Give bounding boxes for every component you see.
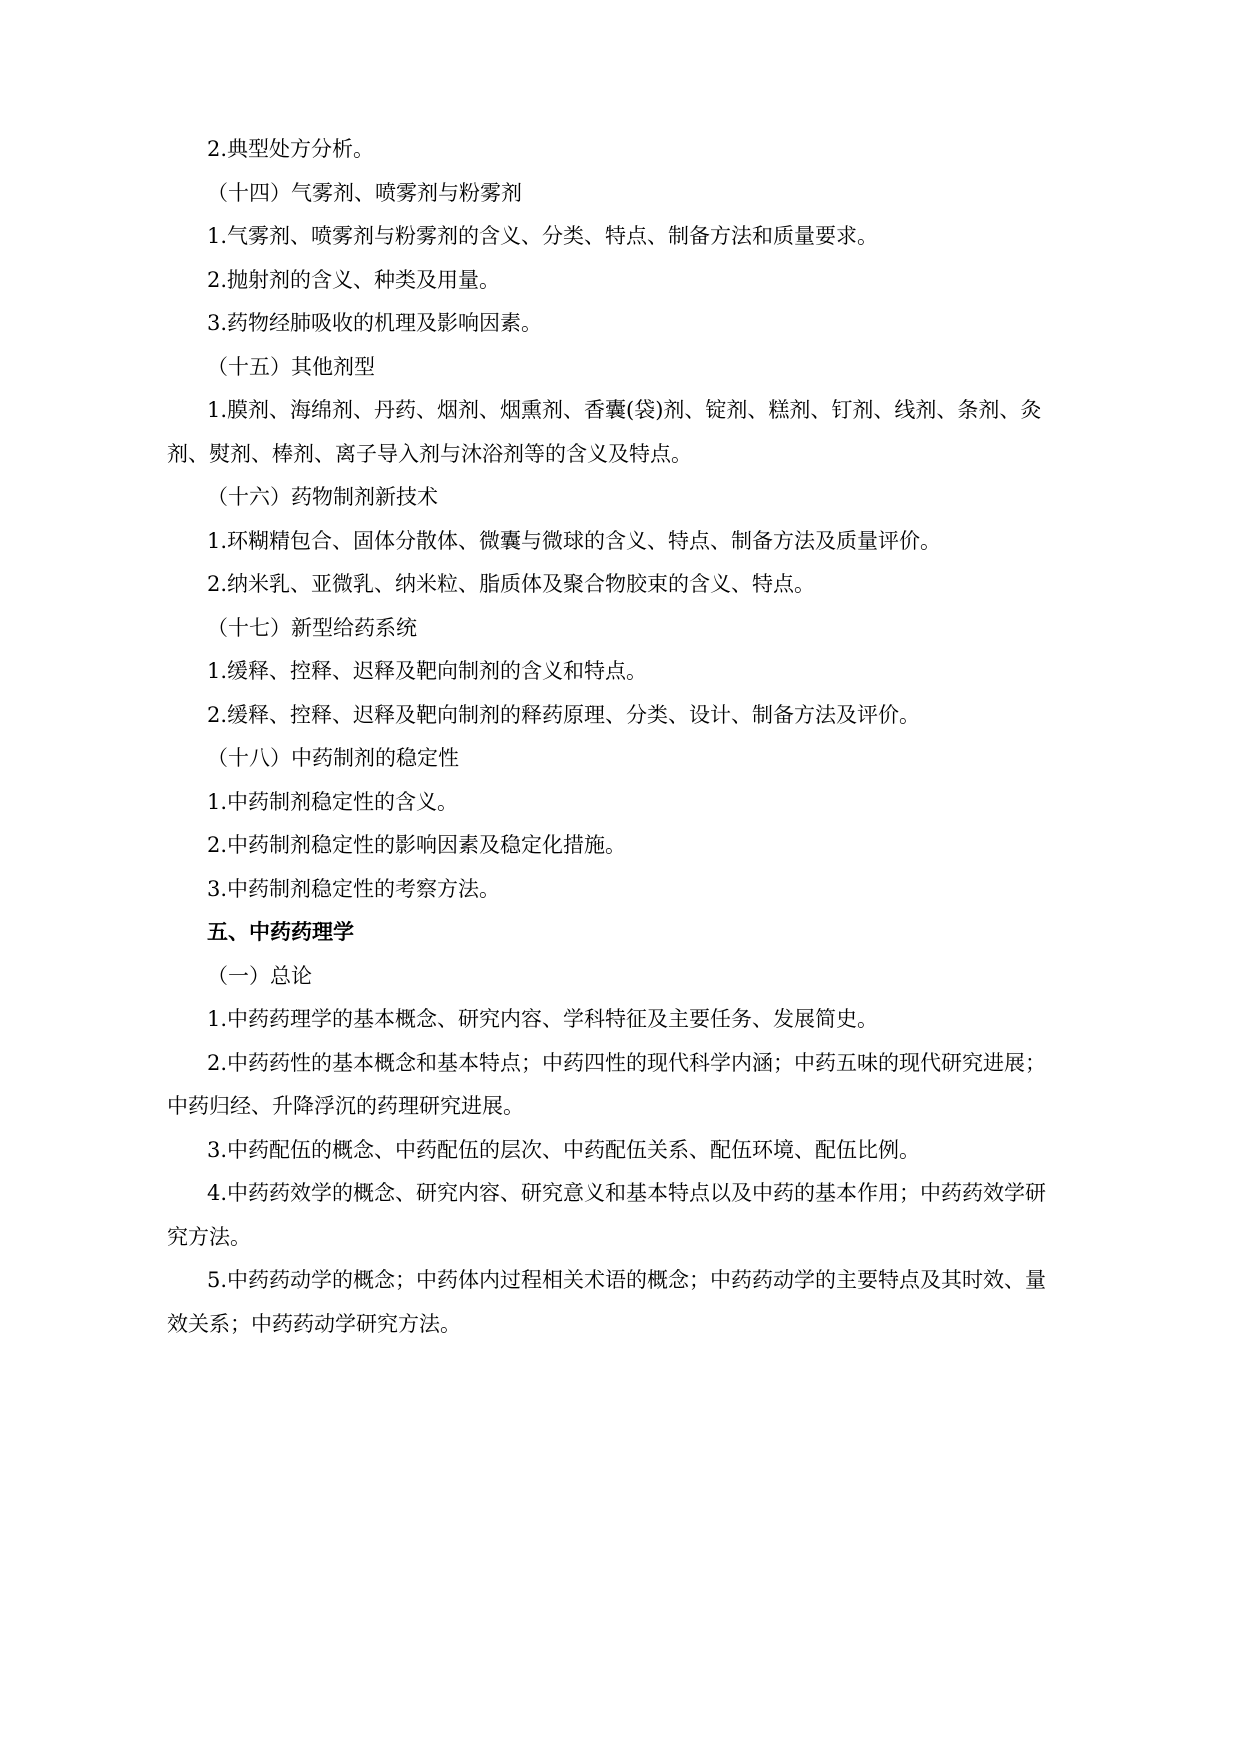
section-subheading: （一）总论	[207, 963, 312, 988]
list-item: 1.膜剂、海绵剂、丹药、烟剂、烟熏剂、香囊(袋)剂、锭剂、糕剂、钉剂、线剂、条剂、灸剂、熨剂、棒剂、离子导入剂与沐浴剂等的含义及特点。	[167, 398, 1042, 466]
list-item: 1.中药制剂稳定性的含义。	[207, 789, 459, 814]
list-item: 1.环糊精包合、固体分散体、微囊与微球的含义、特点、制备方法及质量评价。	[207, 528, 942, 553]
list-item: 5.中药药动学的概念；中药体内过程相关术语的概念；中药药动学的主要特点及其时效、量效关系；中药药动学研究方法。	[167, 1268, 1047, 1336]
list-item: 2.缓释、控释、迟释及靶向制剂的释药原理、分类、设计、制备方法及评价。	[207, 702, 921, 727]
list-item: 1.气雾剂、喷雾剂与粉雾剂的含义、分类、特点、制备方法和质量要求。	[207, 224, 879, 248]
list-item: 2.纳米乳、亚微乳、纳米粒、脂质体及聚合物胶束的含义、特点。	[207, 572, 816, 596]
document-body	[167, 128, 1067, 1346]
list-item: 3.中药制剂稳定性的考察方法。	[207, 876, 501, 901]
list-item: 3.中药配伍的概念、中药配伍的层次、中药配伍关系、配伍环境、配伍比例。	[207, 1137, 921, 1162]
list-item: 1.中药药理学的基本概念、研究内容、学科特征及主要任务、发展简史。	[207, 1007, 879, 1031]
list-item: 2.典型处方分析。	[207, 137, 375, 161]
section-heading: 五、中药药理学	[207, 920, 354, 944]
list-item: 3.药物经肺吸收的机理及影响因素。	[207, 311, 543, 335]
list-item: 2.中药制剂稳定性的影响因素及稳定化措施。	[207, 833, 627, 857]
list-item: 4.中药药效学的概念、研究内容、研究意义和基本特点以及中药的基本作用；中药药效学研究方法。	[167, 1181, 1047, 1249]
section-subheading: （十七）新型给药系统	[207, 615, 417, 640]
list-item: 1.缓释、控释、迟释及靶向制剂的含义和特点。	[207, 659, 648, 683]
section-subheading: （十五）其他剂型	[207, 354, 375, 379]
list-item: 2.中药药性的基本概念和基本特点；中药四性的现代科学内涵；中药五味的现代研究进展；中药归经、升降浮沉的药理研究进展。	[167, 1050, 1047, 1118]
section-subheading: （十八）中药制剂的稳定性	[207, 746, 459, 770]
section-subheading: （十六）药物制剂新技术	[207, 485, 438, 509]
section-subheading: （十四）气雾剂、喷雾剂与粉雾剂	[207, 180, 522, 205]
list-item: 2.抛射剂的含义、种类及用量。	[207, 267, 501, 292]
